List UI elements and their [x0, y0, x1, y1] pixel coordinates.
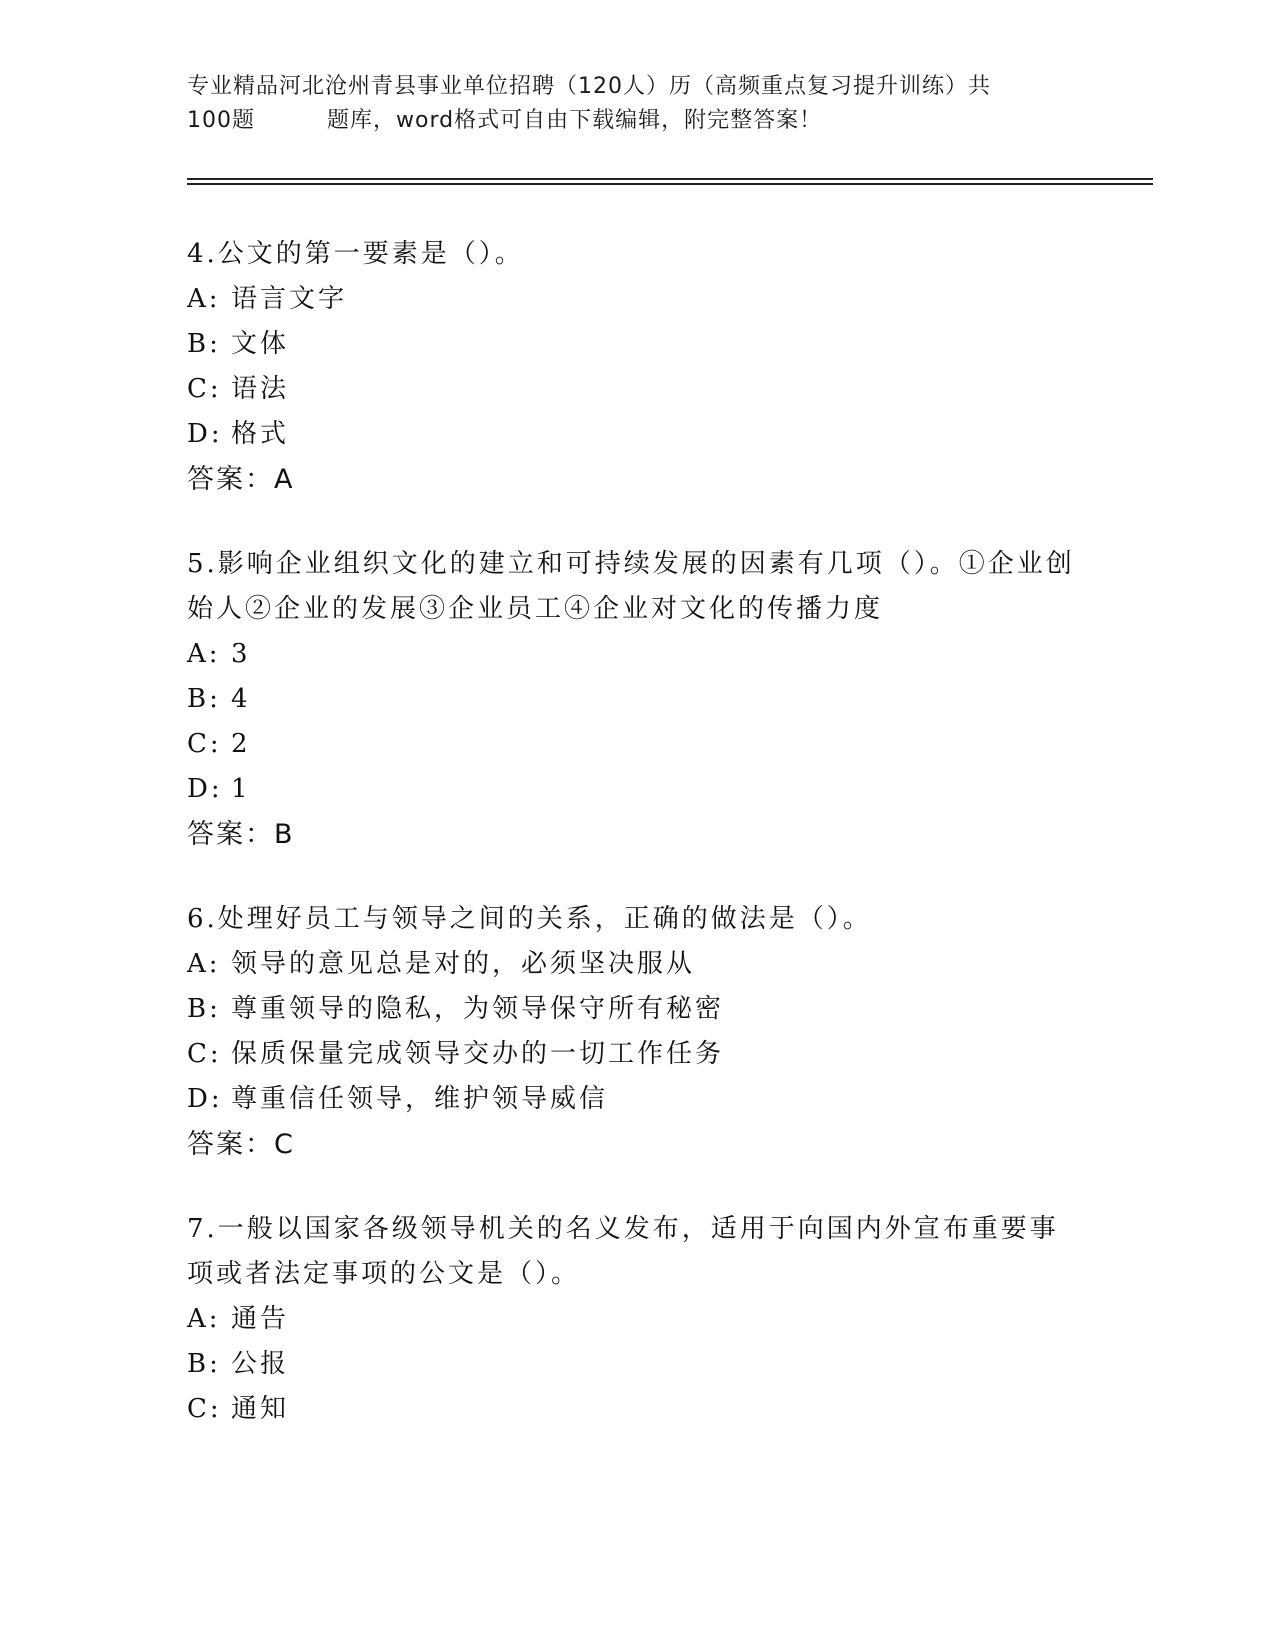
option-a: [187, 1297, 1087, 1342]
option-text: 尊重信任领导，维护领导威信: [231, 1084, 609, 1114]
option-letter: B:: [187, 994, 221, 1024]
header-description: 题库，word格式可自由下载编辑，附完整答案！: [327, 108, 823, 133]
header-question-count: 100题: [187, 108, 255, 133]
question-text: 5.影响企业组织文化的建立和可持续发展的因素有几项（）。①企业创始人②企业的发展③企业员工④企业对文化的传播力度: [187, 549, 1075, 624]
option-letter: A:: [187, 949, 221, 979]
option-c: [187, 1032, 1087, 1077]
question-text: 6.处理好员工与领导之间的关系，正确的做法是（）。: [187, 904, 872, 934]
option-letter: D:: [187, 774, 223, 804]
answer-line: 答案：C: [187, 1129, 295, 1160]
option-text: 文体: [231, 329, 290, 359]
question-list: [187, 232, 1087, 1472]
option-letter: A:: [187, 639, 221, 669]
option-a: [187, 277, 1087, 322]
option-letter: D:: [187, 419, 223, 449]
option-b: [187, 1342, 1087, 1387]
question-7: [187, 1207, 1087, 1432]
option-letter: B:: [187, 1349, 221, 1379]
option-letter: C:: [187, 1394, 222, 1424]
question-5: [187, 542, 1087, 857]
answer-line: 答案：A: [187, 464, 295, 495]
option-text: 语法: [231, 374, 290, 404]
option-b: [187, 322, 1087, 367]
option-text: 3: [231, 639, 251, 669]
option-d: [187, 1077, 1087, 1122]
header-line-1: 专业精品河北沧州青县事业单位招聘（120人）历（高频重点复习提升训练）共: [187, 74, 991, 99]
option-text: 尊重领导的隐私，为领导保守所有秘密: [231, 994, 725, 1024]
header-divider-top: [187, 178, 1153, 180]
option-text: 语言文字: [231, 284, 348, 314]
option-text: 保质保量完成领导交办的一切工作任务: [231, 1039, 725, 1069]
question-4: [187, 232, 1087, 502]
option-letter: A:: [187, 1304, 221, 1334]
option-text: 格式: [231, 419, 290, 449]
option-text: 通知: [231, 1394, 290, 1424]
option-d: [187, 767, 1087, 812]
option-a: [187, 942, 1087, 987]
option-letter: C:: [187, 374, 222, 404]
option-text: 4: [231, 684, 251, 714]
option-text: 1: [231, 774, 251, 804]
option-a: [187, 632, 1087, 677]
option-c: [187, 1387, 1087, 1432]
question-text: 7.一般以国家各级领导机关的名义发布，适用于向国内外宣布重要事项或者法定事项的公文是（）。: [187, 1214, 1059, 1289]
option-text: 领导的意见总是对的，必须坚决服从: [231, 949, 696, 979]
option-letter: B:: [187, 329, 221, 359]
question-6: [187, 897, 1087, 1167]
option-text: 2: [231, 729, 251, 759]
option-letter: C:: [187, 729, 222, 759]
option-letter: C:: [187, 1039, 222, 1069]
option-text: 公报: [231, 1349, 290, 1379]
header-divider-bottom: [187, 183, 1153, 185]
option-letter: B:: [187, 684, 221, 714]
option-letter: D:: [187, 1084, 223, 1114]
option-c: [187, 367, 1087, 412]
header-line-2: [187, 104, 1087, 138]
document-header: [187, 70, 1087, 138]
option-c: [187, 722, 1087, 767]
option-letter: A:: [187, 284, 221, 314]
answer-line: 答案：B: [187, 819, 295, 850]
option-b: [187, 677, 1087, 722]
option-d: [187, 412, 1087, 457]
option-b: [187, 987, 1087, 1032]
question-text: 4.公文的第一要素是（）。: [187, 239, 524, 269]
option-text: 通告: [231, 1304, 290, 1334]
